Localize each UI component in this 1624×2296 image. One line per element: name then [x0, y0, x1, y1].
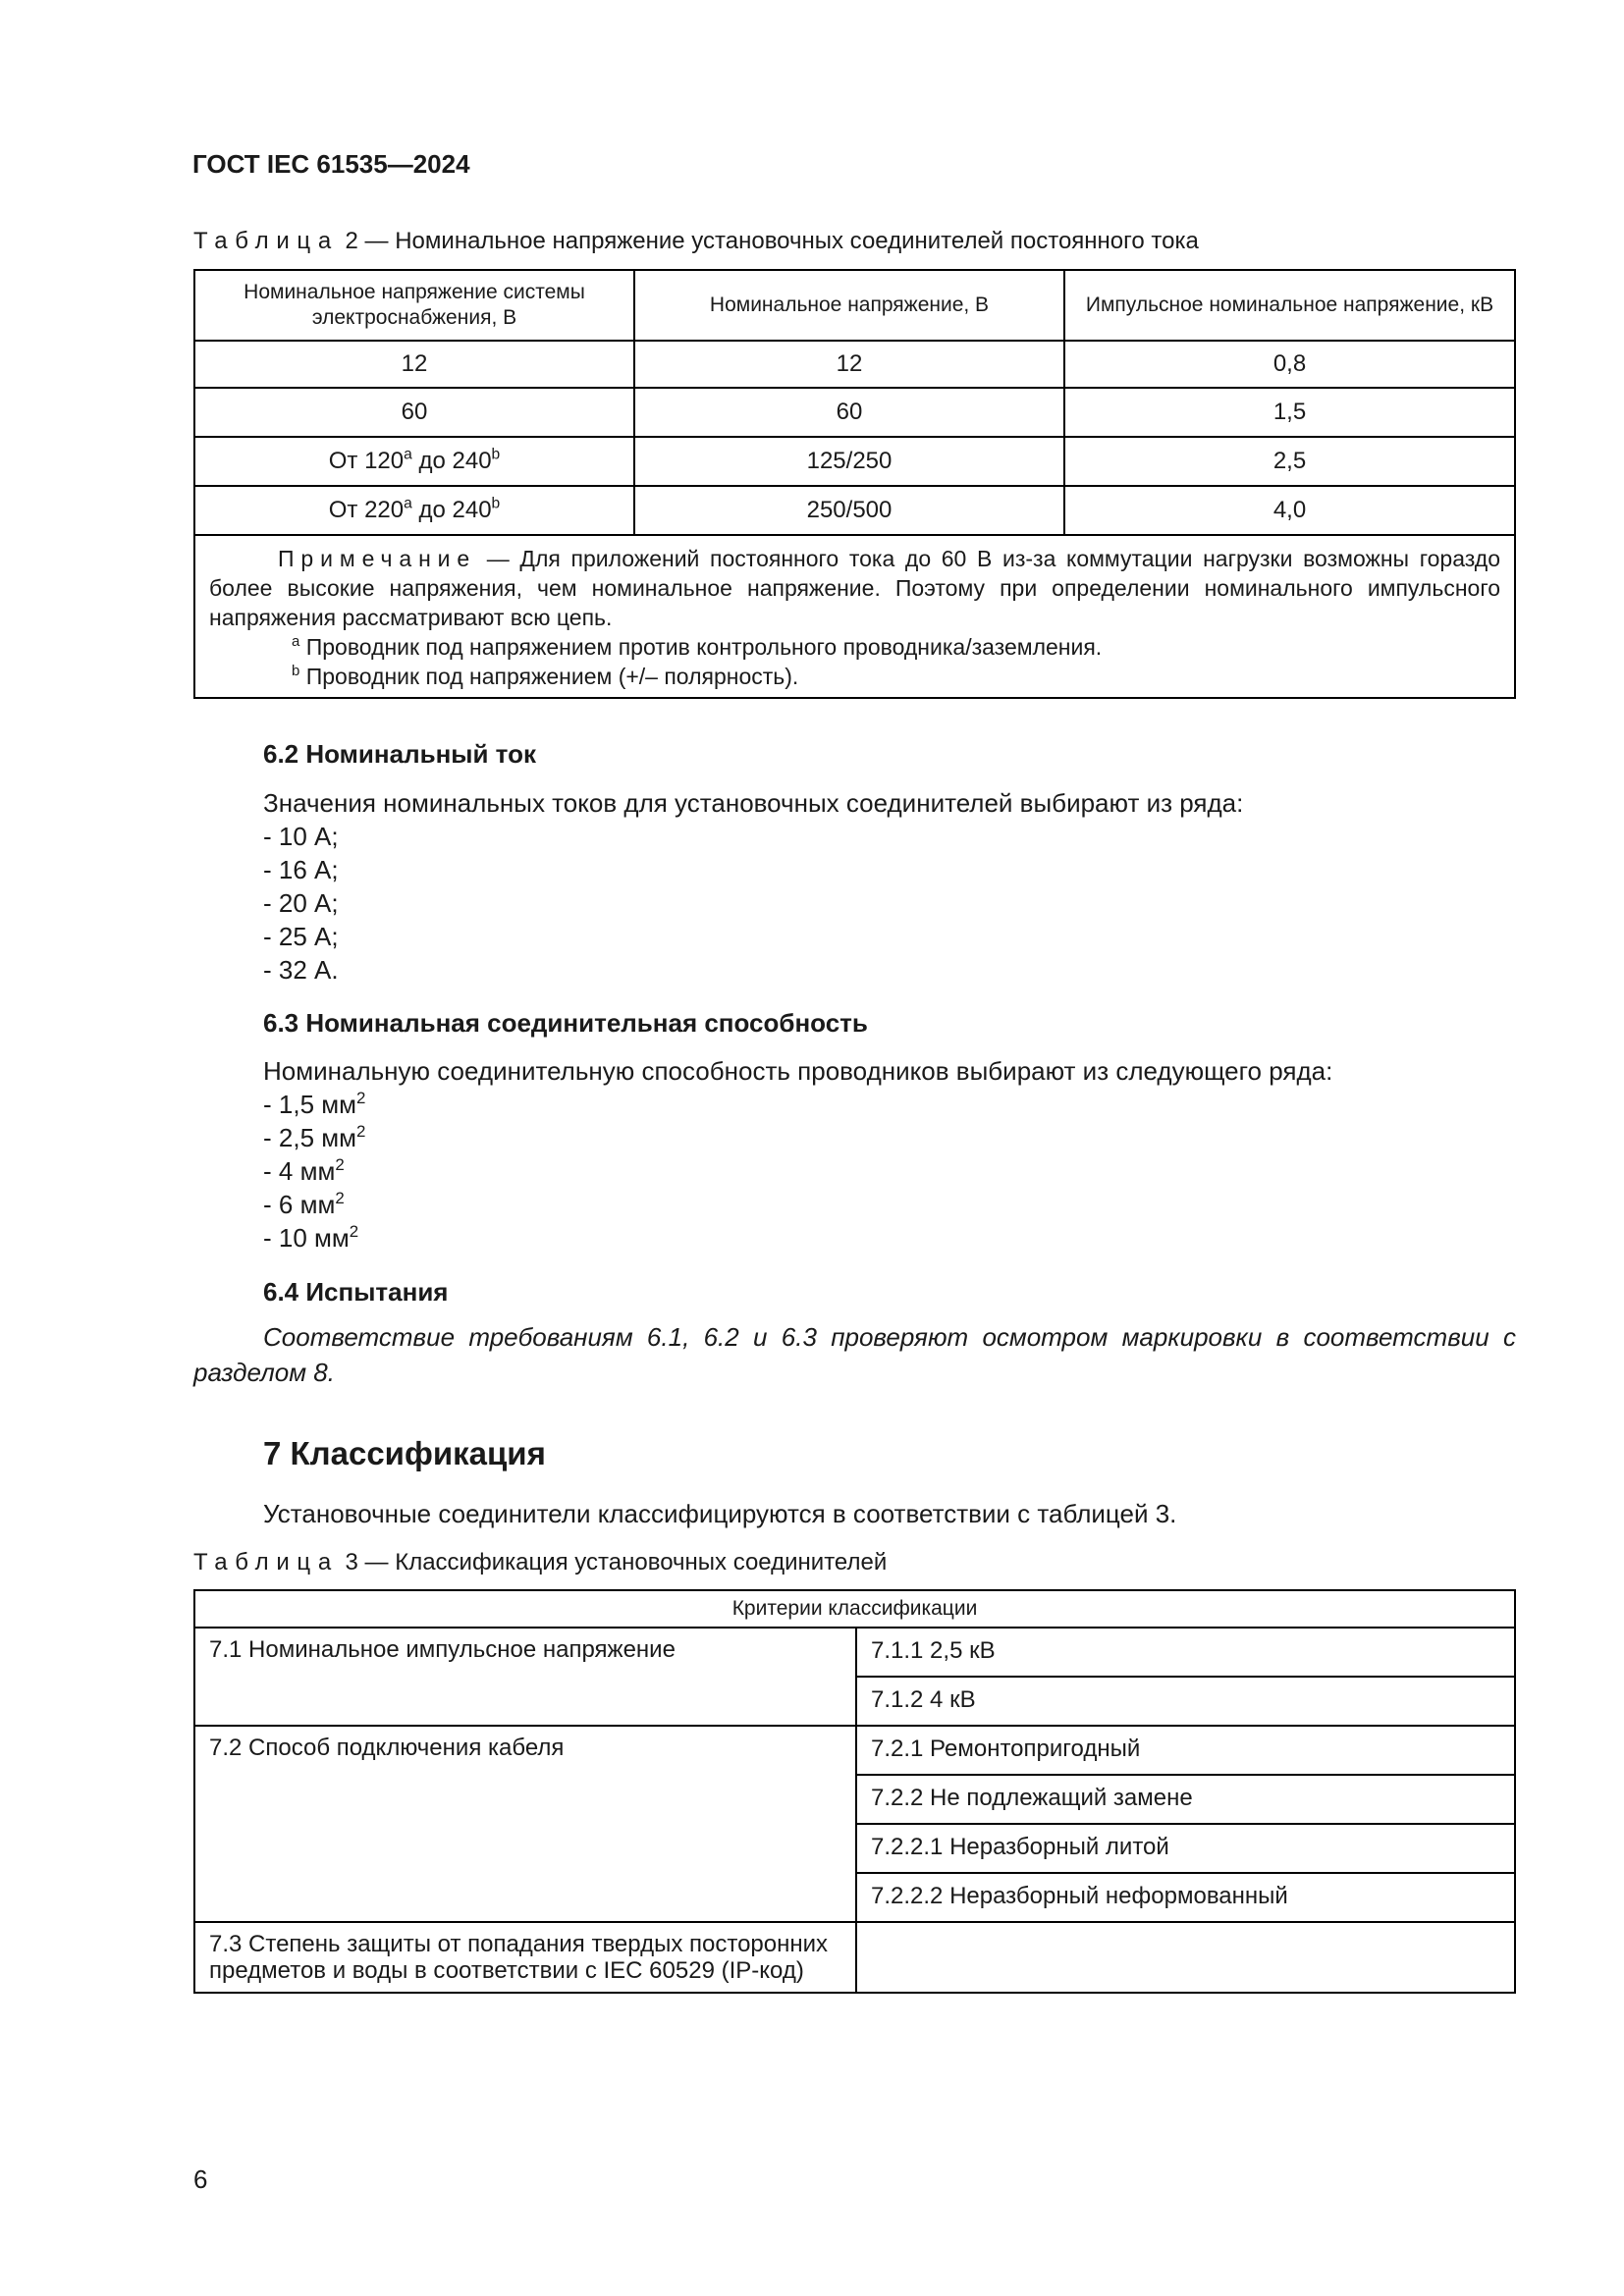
table2-cell: 250/500	[634, 486, 1064, 535]
table3-group-label: 7.1 Номинальное импульсное напряжение	[194, 1628, 856, 1726]
footnote-a	[209, 632, 1500, 662]
table2-cell: 4,0	[1064, 486, 1515, 535]
section-6-4-text: Соответствие требованиям 6.1, 6.2 и 6.3 проверяют осмотром маркировки в соответствии с разделом 8.	[193, 1322, 1516, 1387]
table2-cell	[194, 437, 634, 486]
footnote-text: Проводник под напряжением (+/– полярность).	[299, 664, 799, 689]
footnote-text: Проводник под напряжением против контрольного проводника/заземления.	[299, 634, 1103, 660]
table2-cell: 0,8	[1064, 341, 1515, 388]
table2-header-rated-voltage: Номинальное напряжение, В	[634, 270, 1064, 341]
table3-option: 7.1.1 2,5 кВ	[856, 1628, 1515, 1677]
page-number: 6	[193, 2164, 208, 2194]
table2-note-cell	[194, 535, 1515, 698]
list-item	[263, 1088, 365, 1121]
table2-header-impulse-voltage: Импульсное номинальное напряжение, кВ	[1064, 270, 1515, 341]
table2-note	[209, 544, 1500, 632]
table2-row	[194, 388, 1515, 437]
table3-option: 7.2.1 Ремонтопригодный	[856, 1726, 1515, 1775]
table2-header-system-voltage: Номинальное напряжение системы электроснабжения, В	[194, 270, 634, 341]
footnote-mark: b	[491, 446, 501, 463]
superscript: 2	[335, 1154, 345, 1174]
list-item: - 16 А;	[263, 855, 339, 884]
list-item-text: - 4 мм	[263, 1156, 336, 1186]
section-7-intro: Установочные соединители классифицируются в соответствии с таблицей 3.	[263, 1499, 1177, 1528]
section-7-heading: 7 Классификация	[263, 1435, 546, 1471]
table2-row	[194, 341, 1515, 388]
table3-row	[194, 1922, 1515, 1993]
table3-caption	[193, 1549, 887, 1576]
footnote-mark: a	[292, 633, 300, 651]
range-from-text: От 220	[328, 497, 405, 523]
section-6-3-intro: Номинальную соединительную способность проводников выбирают из следующего ряда:	[263, 1056, 1333, 1086]
superscript: 2	[356, 1088, 366, 1107]
footnote-mark: a	[404, 446, 412, 463]
list-item-text: - 6 мм	[263, 1190, 336, 1219]
table2-note-row	[194, 535, 1515, 698]
table2-cell: 1,5	[1064, 388, 1515, 437]
table2-caption-word: Таблица	[193, 228, 339, 254]
section-6-3-heading: 6.3 Номинальная соединительная способность	[263, 1008, 868, 1038]
list-item-text: - 1,5 мм	[263, 1090, 356, 1119]
table3	[193, 1589, 1516, 1994]
list-item	[263, 1121, 365, 1154]
table3-option: 7.1.2 4 кВ	[856, 1677, 1515, 1726]
cross-section-list	[263, 1088, 365, 1255]
list-item: - 25 А;	[263, 922, 339, 951]
list-item	[263, 1221, 365, 1255]
document-header: ГОСТ IEC 61535—2024	[192, 149, 470, 179]
list-item-text: - 2,5 мм	[263, 1123, 356, 1152]
table2-caption	[193, 228, 1199, 255]
footnote-mark: a	[404, 495, 412, 512]
superscript: 2	[349, 1221, 359, 1241]
list-item	[263, 1154, 365, 1188]
table3-header-row	[194, 1590, 1515, 1628]
section-6-2-heading: 6.2 Номинальный ток	[263, 739, 536, 769]
table3-caption-word: Таблица	[193, 1549, 339, 1575]
list-item: - 20 А;	[263, 888, 339, 918]
range-to-text: до 240	[411, 448, 492, 474]
table3-option: 7.2.2.1 Неразборный литой	[856, 1824, 1515, 1873]
list-item-text: - 10 мм	[263, 1223, 350, 1253]
table2-row	[194, 486, 1515, 535]
table2-caption-text: 2 — Номинальное напряжение установочных соединителей постоянного тока	[338, 228, 1199, 254]
table2-cell: 2,5	[1064, 437, 1515, 486]
footnote-mark: b	[292, 663, 300, 680]
superscript: 2	[335, 1188, 345, 1207]
section-6-4-heading: 6.4 Испытания	[263, 1277, 449, 1307]
note-word: Примечание	[278, 546, 477, 571]
table3-group-label: 7.2 Способ подключения кабеля	[194, 1726, 856, 1922]
table3-caption-text: 3 — Классификация установочных соединителей	[338, 1549, 888, 1575]
superscript: 2	[356, 1121, 366, 1141]
table2-row	[194, 437, 1515, 486]
range-from-text: От 120	[328, 448, 405, 474]
table2-cell: 60	[194, 388, 634, 437]
table3-row	[194, 1628, 1515, 1677]
table2	[193, 269, 1516, 699]
range-to-text: до 240	[411, 497, 492, 523]
list-item: - 32 А.	[263, 955, 339, 985]
footnote-mark: b	[491, 495, 501, 512]
table2-header-row	[194, 270, 1515, 341]
table2-cell: 125/250	[634, 437, 1064, 486]
table2-cell: 12	[194, 341, 634, 388]
list-item	[263, 1188, 365, 1221]
section-6-2-intro: Значения номинальных токов для установочных соединителей выбирают из ряда:	[263, 788, 1244, 818]
table2-cell: 60	[634, 388, 1064, 437]
current-list	[263, 820, 339, 987]
table2-cell	[194, 486, 634, 535]
list-item: - 10 А;	[263, 822, 339, 851]
footnote-b	[209, 662, 1500, 691]
table3-option-empty	[856, 1922, 1515, 1993]
table3-option: 7.2.2.2 Неразборный неформованный	[856, 1873, 1515, 1922]
table3-row	[194, 1726, 1515, 1775]
table3-header: Критерии классификации	[194, 1590, 1515, 1628]
table2-cell: 12	[634, 341, 1064, 388]
table3-option: 7.2.2 Не подлежащий замене	[856, 1775, 1515, 1824]
table3-group-label: 7.3 Степень защиты от попадания твердых посторонних предметов и воды в соответствии с IEC 60529 (IP-код)	[194, 1922, 856, 1993]
note-text: — Для приложений постоянного тока до 60 В из-за коммутации нагрузки возможны гораздо более высокие напряжения, чем номинальное напряжение. Поэтому при определении номинального импульсного напряжения рассматривают всю цепь.	[209, 546, 1500, 630]
